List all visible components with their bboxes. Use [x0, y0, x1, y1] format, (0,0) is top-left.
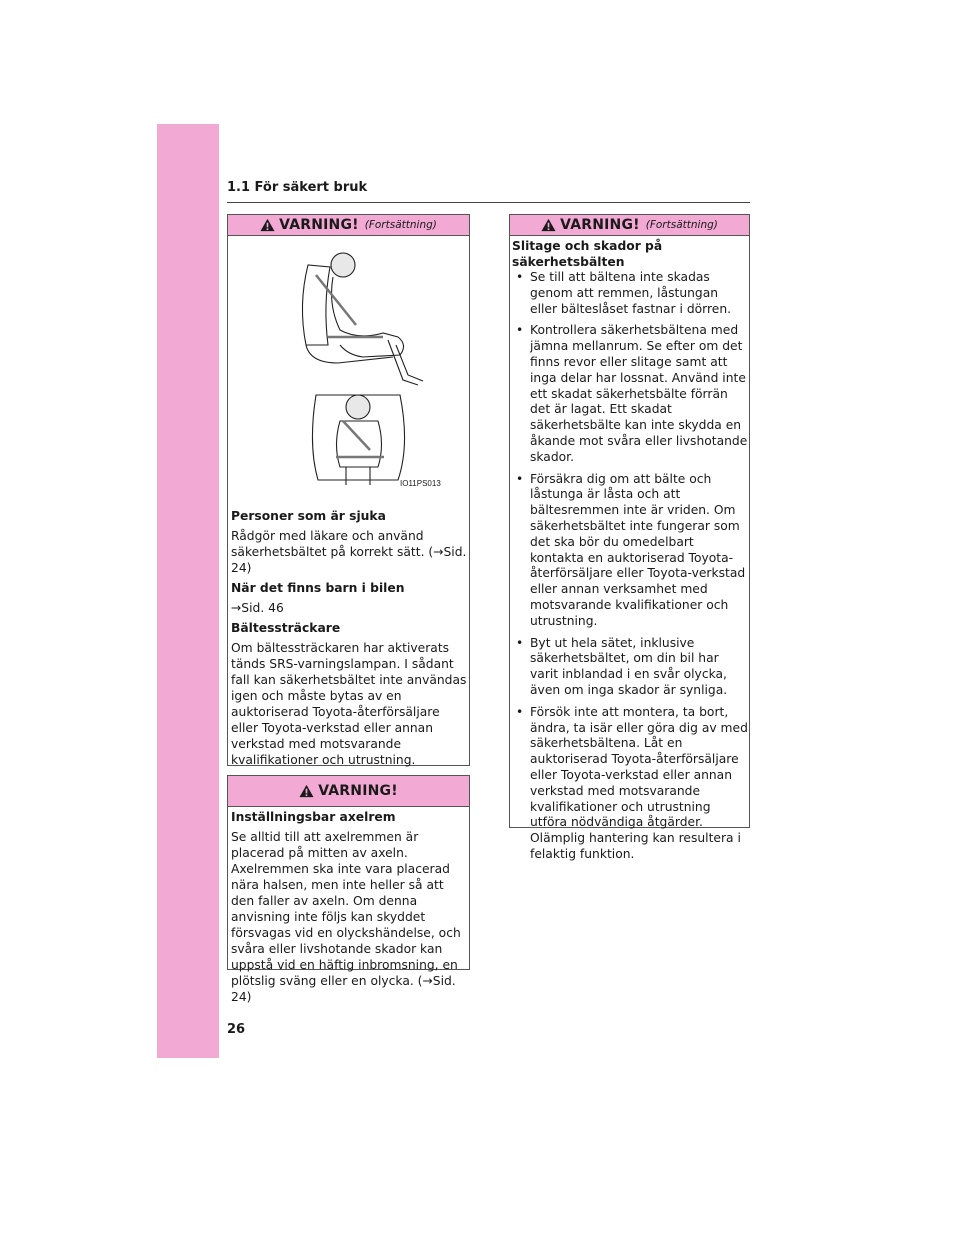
warning-triangle-icon: [299, 784, 314, 798]
warning-title: VARNING!: [318, 783, 398, 799]
list-item: • Kontrollera säkerhetsbältena med jämna mellanrum. Se efter om det finns revor eller slitage samt att inga delar har lossnat. Använd inte ett skadat säkerhetsbälte förrän det är lagat. Ett skadat säkerhetsbälte kan inte skydda en åkande mot svåra eller livshotande skador.: [512, 323, 748, 465]
seated-person-illustration: [288, 245, 448, 493]
warning-box-pregnancy: [227, 214, 470, 766]
warning-continued-label: (Fortsättning): [364, 219, 437, 231]
page-number: 26: [227, 1022, 246, 1037]
warning-box-wear-damage: [509, 214, 750, 861]
section-title: 1.1 För säkert bruk: [227, 180, 368, 195]
warning-content: [231, 809, 467, 1009]
list-item: • Se till att bältena inte skadas genom att remmen, låstungan eller bälteslåset fastnar i dörren.: [512, 270, 748, 317]
heading-sick-persons: Personer som är sjuka: [231, 509, 386, 523]
warning-triangle-icon: [541, 218, 556, 232]
warning-content: [512, 238, 748, 869]
figure-code: IO11PS013: [400, 479, 441, 488]
heading-wear-damage: Slitage och skador på säkerhetsbälten: [512, 239, 663, 269]
heading-pretensioner: Bältessträckare: [231, 621, 341, 635]
list-item: • Byt ut hela sätet, inklusive säkerhetsbältet, om din bil har varit inblandad i en svår olycka, även om inga skador är synliga.: [512, 636, 748, 699]
warning-header: [228, 776, 469, 807]
text-pretensioner: Om bältessträckaren har aktiverats tänds SRS-varningslampan. I sådant fall kan säkerhetsbältet inte användas igen och måste bytas av en auktoriserad Toyota-återförsäljare eller Toyota-verkstad eller annan verkstad med motsvarande kvalifikationer och utrustning.: [231, 641, 467, 767]
text-adjustable-shoulder-belt: Se alltid till att axelremmen är placerad på mitten av axeln. Axelremmen ska inte vara placerad nära halsen, men inte heller så att den faller av axeln. Om denna anvisning inte följs kan skyddet försvagas vid en olyckshändelse, och svåra eller livshotande skador kan uppstå vid en häftig inbromsning, en plötslig sväng eller en olycka. (→Sid. 24): [231, 830, 461, 1004]
warning-title: VARNING!: [560, 217, 640, 233]
text-sick-persons: Rådgör med läkare och använd säkerhetsbältet på korrekt sätt. (→Sid. 24): [231, 529, 467, 575]
warning-triangle-icon: [260, 218, 275, 232]
warning-header: [228, 215, 469, 236]
chapter-side-tab: [157, 124, 219, 1058]
text-children-ref: →Sid. 46: [231, 601, 284, 615]
heading-adjustable-shoulder-belt: Inställningsbar axelrem: [231, 810, 396, 824]
bullet-list: [512, 270, 748, 863]
heading-children: När det finns barn i bilen: [231, 581, 405, 595]
section-header: [227, 180, 750, 203]
list-item: • Försök inte att montera, ta bort, ändra, ta isär eller göra dig av med säkerhetsbältena. Låt en auktoriserad Toyota-återförsäljare eller Toyota-verkstad eller annan verkstad med motsvarande kvalifikationer och utrustning utföra nödvändiga åtgärder. Olämplig hantering kan resultera i felaktig funktion.: [512, 705, 748, 863]
warning-continued-label: (Fortsättning): [645, 219, 718, 231]
pregnant-seatbelt-illustration: [288, 245, 448, 493]
warning-content: [231, 508, 467, 772]
list-item: • Försäkra dig om att bälte och låstunga är låsta och att bältesremmen inte är vriden. Om säkerhetsbältet inte fungerar som det ska bör du omedelbart kontakta en auktoriserad Toyota-återförsäljare eller Toyota-verkstad eller annan verksamhet med motsvarande kvalifikationer och utrustning.: [512, 472, 748, 630]
warning-box-shoulder-belt: [227, 775, 470, 1004]
warning-header: [510, 215, 749, 236]
warning-title: VARNING!: [279, 217, 359, 233]
